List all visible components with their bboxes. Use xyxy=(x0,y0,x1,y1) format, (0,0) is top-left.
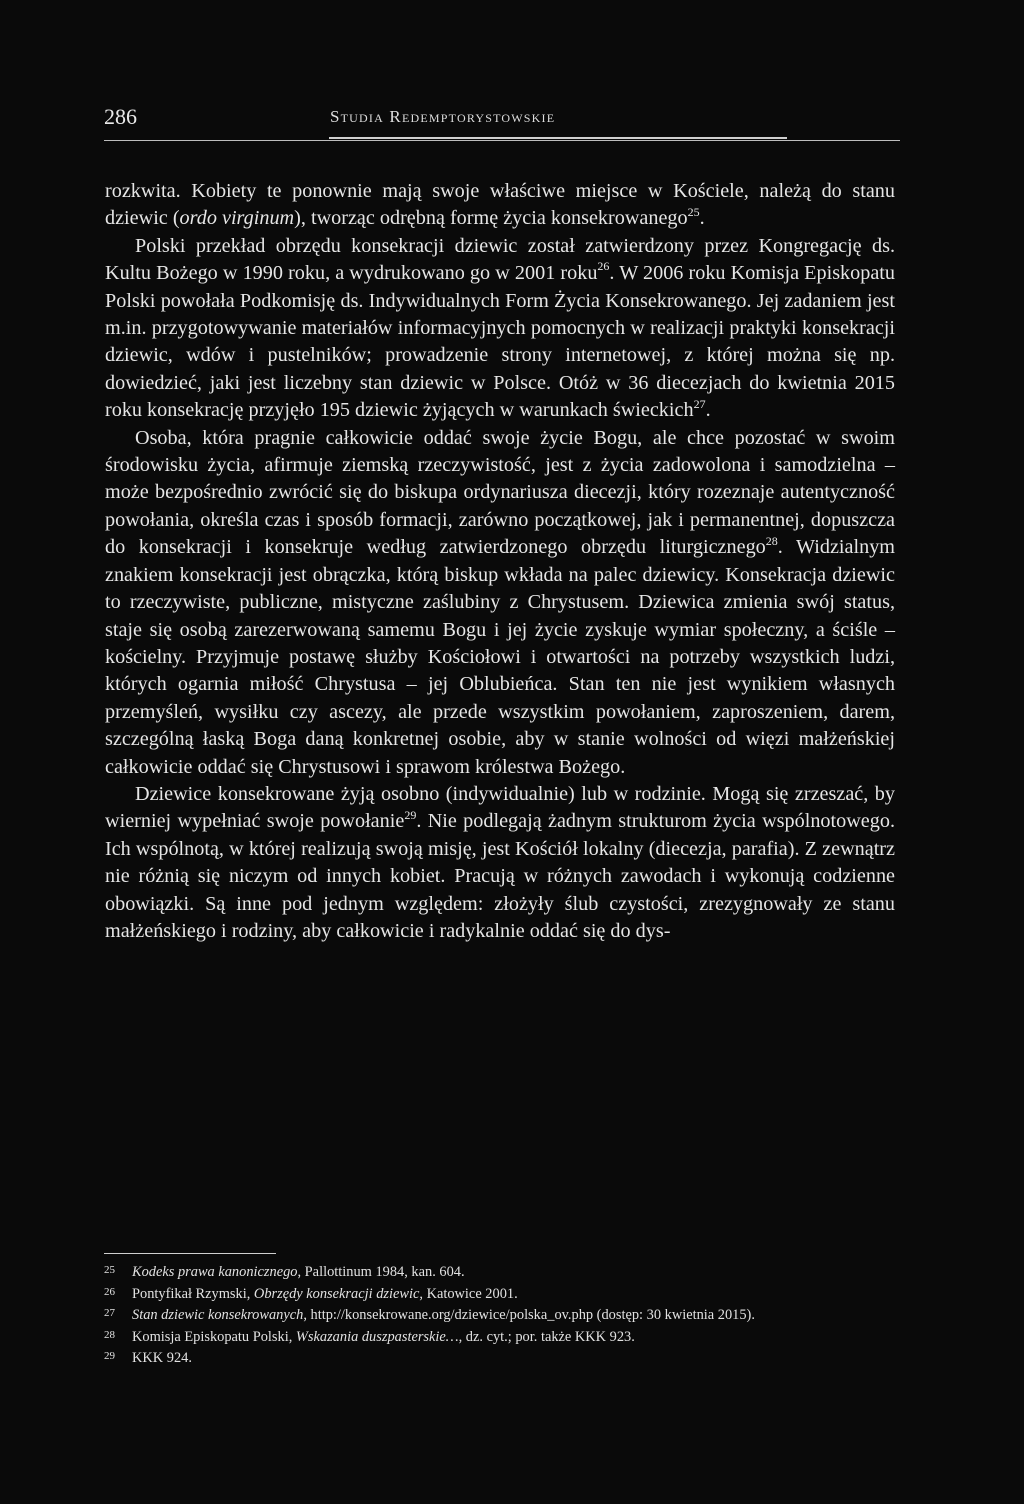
footnote-rest: , Pallottinum 1984, kan. 604. xyxy=(297,1264,465,1280)
footnote-number: 27 xyxy=(104,1307,115,1320)
paragraph-3-text-a: Osoba, która pragnie całkowicie oddać swoje życie Bogu, ale chce pozostać w swoim środowisku życia, afirmuje ziemską rzeczywistość, jest z życia zadowolona i samodzielna – może bezpośrednio zwrócić się do biskupa ordynariusza diecezji, który rozeznaje autentyczność powołania, określa czas i sposób formacji, zarówno początkowej, jak i permanentnej, dopuszcza do konsekracji i konsekruje według zatwierdzonego obrzędu liturgicznego xyxy=(105,426,895,559)
footnote-pre: Komisja Episkopatu Polski, xyxy=(132,1328,296,1345)
header-rule xyxy=(104,140,900,141)
paragraph-1-text-b: ), tworząc odrębną formę życia konsekrowanego xyxy=(294,207,688,230)
footnote-text xyxy=(132,1305,900,1327)
paragraph-2-text-b: . W 2006 roku Komisja Episkopatu Polski powołała Podkomisję ds. Indywidualnych Form Życia Konsekrowanego. Jej zadaniem jest m.in. przygotowywanie materiałów informacyjnych pomocnych w realizacji praktyki konsekracji dziewic, wdów i pustelników; prowadzenie strony internetowej, z której można się np. dowiedzieć, jaki jest liczebny stan dziewic w Polsce. Otóż w 36 diecezjach do kwietnia 2015 roku konsekrację przyjęło 195 dziewic żyjących w warunkach świeckich xyxy=(105,262,895,422)
footnote-italic: Stan dziewic konsekrowanych xyxy=(132,1307,304,1324)
footnote-ref-27: 27 xyxy=(693,396,706,411)
footnote-ref-26: 26 xyxy=(597,259,610,274)
footnote-text xyxy=(132,1327,900,1349)
page-header xyxy=(104,104,900,144)
footnote-rest: , http://konsekrowane.org/dziewice/polska_ov.php (dostęp: 30 kwietnia 2015). xyxy=(303,1307,755,1324)
body-text xyxy=(105,178,895,945)
paragraph-2 xyxy=(105,233,895,425)
paragraph-2-text-a: Polski przekład obrzędu konsekracji dziewic został zatwierdzony przez Kongregację ds. Kultu Bożego w 1990 roku, a wydrukowano go w 2001 roku xyxy=(105,234,895,285)
footnote-italic: Wskazania duszpasterskie… xyxy=(295,1328,459,1345)
header-rule-accent xyxy=(329,137,787,139)
footnote-pre: Pontyfikał Rzymski, xyxy=(132,1285,254,1302)
footnote-29 xyxy=(104,1348,900,1370)
footnote-separator xyxy=(104,1253,276,1254)
footnote-text xyxy=(132,1348,900,1370)
footnote-text xyxy=(132,1262,900,1284)
paragraph-4 xyxy=(105,781,895,945)
paragraph-1 xyxy=(105,178,895,233)
paragraph-4-text-a: Dziewice konsekrowane żyją osobno (indywidualnie) lub w rodzinie. Mogą się zrzeszać, by wierniej wypełniać swoje powołanie xyxy=(105,782,895,833)
footnote-ref-28: 28 xyxy=(765,533,778,548)
footnote-italic: Obrzędy konsekracji dziewic xyxy=(253,1285,420,1302)
paragraph-3-text-b: . Widzialnym znakiem konsekracji jest obrączka, którą biskup wkłada na palec dziewicy. Konsekracja dziewic to rzeczywiste, publiczne, mistyczne zaślubiny z Chrystusem. Dziewica zmienia swój status, staje się osobą zarezerwowaną samemu Bogu i jej życie zyskuje wymiar społeczny, a ściśle – kościelny. Przyjmuje postawę służby Kościołowi i otwartości na potrzeby wszystkich ludzi, których ogarnia miłość Chrystusa – jej Oblubieńca. Stan ten nie jest wynikiem własnych przemyśleń, wysiłku czy ascezy, ale przede wszystkim powołaniem, zaproszeniem, darem, szczególną łaską Boga daną konkretnej osobie, aby w stanie wolności od więzi małżeńskiej całkowicie oddać się Chrystusowi i sprawom królestwa Bożego. xyxy=(105,536,895,778)
paragraph-3 xyxy=(105,425,895,781)
footnote-number: 26 xyxy=(104,1285,115,1298)
footnote-27 xyxy=(104,1305,900,1327)
footnote-pre: KKK 924. xyxy=(132,1350,192,1367)
footnote-28 xyxy=(104,1327,900,1349)
footnote-ref-29: 29 xyxy=(404,807,417,822)
running-title: Studia Redemptorystowskie xyxy=(330,107,556,126)
paragraph-2-text-c: . xyxy=(705,399,711,422)
paragraph-1-text-c: . xyxy=(699,207,705,230)
footnote-26 xyxy=(104,1284,900,1306)
footnotes xyxy=(104,1262,900,1370)
paragraph-4-text-b: . Nie podlegają żadnym strukturom życia wspólnotowego. Ich wspólnotą, w której realizują swoją misję, jest Kościół lokalny (diecezja, parafia). Z zewnątrz nie różnią się niczym od innych kobiet. Pracują w różnych zawodach i wykonują codzienne obowiązki. Są inne pod jednym względem: złożyły ślub czystości, zrezygnowały ze stanu małżeńskiego i rodziny, aby całkowicie i radykalnie oddać się do dys- xyxy=(105,810,895,942)
paragraph-1-italic: ordo virginum xyxy=(179,207,295,230)
footnote-rest: , Katowice 2001. xyxy=(419,1285,518,1302)
footnote-number: 29 xyxy=(104,1350,115,1363)
footnote-number: 28 xyxy=(104,1328,115,1341)
footnote-italic: Kodeks prawa kanonicznego xyxy=(132,1264,298,1280)
page-number: 286 xyxy=(104,104,137,129)
footnote-25 xyxy=(104,1262,900,1284)
footnote-rest: , dz. cyt.; por. także KKK 923. xyxy=(458,1328,635,1345)
footnote-ref-25: 25 xyxy=(687,204,700,219)
footnote-number: 25 xyxy=(104,1264,115,1276)
footnote-text xyxy=(132,1284,900,1306)
paragraph-1-text-a: rozkwita. Kobiety te ponownie mają swoje właściwe miejsce w Kościele, należą do stanu dziewic ( xyxy=(105,180,895,230)
